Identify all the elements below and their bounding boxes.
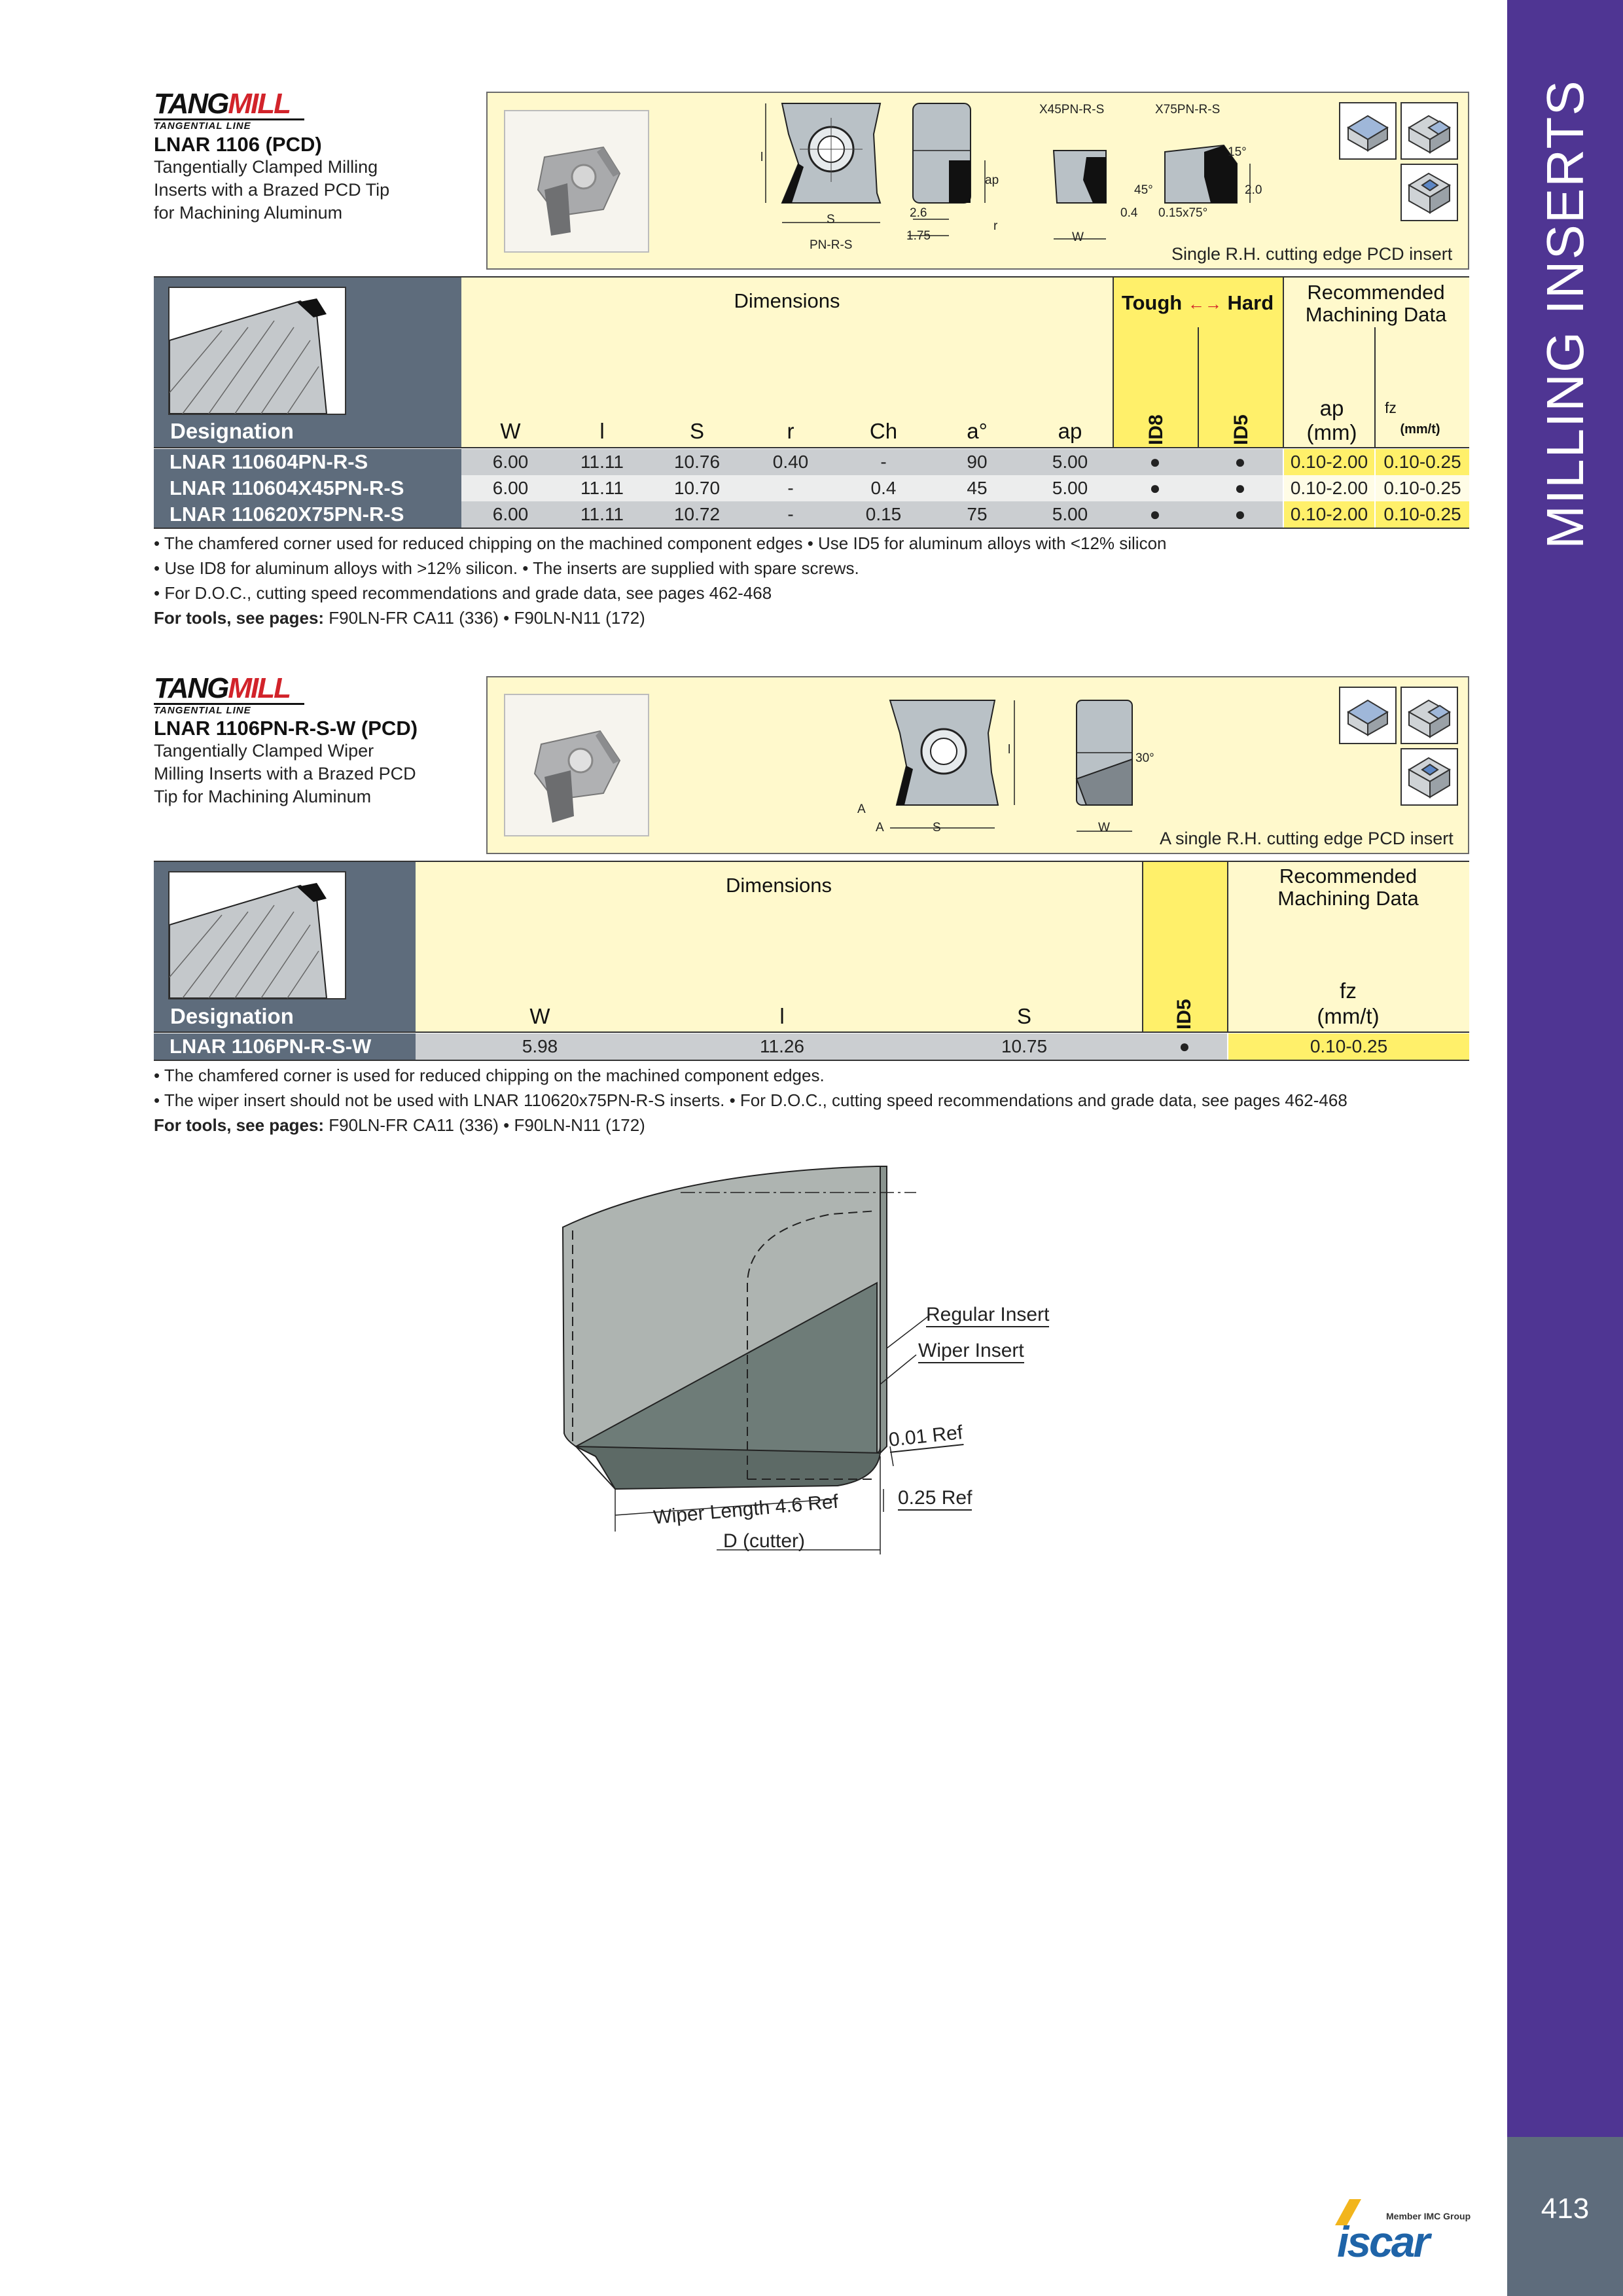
- rec-fz-unit: (mm/t): [1317, 1004, 1380, 1028]
- page-number: 413: [1541, 2193, 1590, 2225]
- col-w: W: [500, 419, 521, 443]
- note-line: • The chamfered corner used for reduced chipping on the machined component edges • Use ID5 for aluminum alloys with <12% silicon: [154, 533, 1167, 553]
- product-description: Tangentially Clamped Wiper Milling Inserts with a Brazed PCD Tip for Machining Aluminum: [154, 741, 416, 806]
- note-line: • Use ID8 for aluminum alloys with >12% silicon. • The inserts are supplied with spare screws.: [154, 558, 859, 578]
- insert-photo: [504, 110, 649, 253]
- label-x75: X75PN-R-S: [1155, 103, 1221, 117]
- dimensions-group-label: Dimensions: [726, 874, 832, 897]
- label-ref-001: 0.01 Ref: [887, 1422, 964, 1453]
- col-ch: Ch: [869, 419, 898, 443]
- product-description: Tangentially Clamped Milling Inserts with a Brazed PCD Tip for Machining Aluminum: [154, 157, 390, 223]
- tangmill-logo: TANGMILL TANGENTIAL LINE: [154, 674, 304, 716]
- operation-icons: [1338, 686, 1463, 814]
- label-d-cutter: D (cutter): [723, 1530, 806, 1552]
- drawing-caption: Single R.H. cutting edge PCD insert: [1171, 244, 1453, 264]
- tools-reference: For tools, see pages: F90LN-FR CA11 (336) • F90LN-N11 (172): [154, 608, 645, 628]
- drawing-caption: A single R.H. cutting edge PCD insert: [1160, 829, 1454, 848]
- label-wiper-length: Wiper Length 4.6 Ref: [652, 1490, 840, 1529]
- tough-hard-label: Tough ←→ Hard: [1121, 291, 1274, 314]
- label-ref-025: 0.25 Ref: [898, 1487, 972, 1511]
- label-x45: X45PN-R-S: [1039, 103, 1105, 117]
- col-l: l: [779, 1004, 785, 1028]
- col-angle: a°: [967, 419, 988, 443]
- designation-header: Designation: [170, 419, 294, 443]
- tools-reference: For tools, see pages: F90LN-FR CA11 (336) • F90LN-N11 (172): [154, 1115, 645, 1135]
- rec-ap-unit: (mm): [1306, 420, 1357, 444]
- recommended-group-label: Recommended Machining Data: [1305, 281, 1447, 326]
- grade-id5: ID5: [1173, 999, 1195, 1030]
- note-line: • The chamfered corner is used for reduced chipping on the machined component edges.: [154, 1066, 825, 1085]
- label-pn-r-s: PN-R-S: [810, 238, 853, 252]
- col-w: W: [529, 1004, 550, 1028]
- note-line: • The wiper insert should not be used with LNAR 110620x75PN-R-S inserts. • For D.O.C., cutting speed recommendations and grade data, see pages 462-468: [154, 1090, 1347, 1110]
- tangmill-logo: TANGMILL TANGENTIAL LINE: [154, 90, 304, 132]
- insert-photo: [504, 694, 649, 836]
- grade-id5: ID5: [1230, 414, 1252, 445]
- note-line: • For D.O.C., cutting speed recommendations and grade data, see pages 462-468: [154, 583, 772, 603]
- wiper-insert-technical-drawing: [851, 694, 1165, 844]
- label-regular-insert: Regular Insert: [926, 1304, 1049, 1327]
- product-title: LNAR 1106PN-R-S-W (PCD): [154, 717, 418, 740]
- designation-header: Designation: [170, 1004, 294, 1028]
- grade-id8: ID8: [1145, 414, 1167, 445]
- label-wiper-insert: Wiper Insert: [918, 1340, 1024, 1363]
- operation-icons: [1338, 101, 1463, 229]
- edge-thumbnail: [168, 287, 346, 415]
- dimensions-group-label: Dimensions: [734, 289, 840, 312]
- section-title-vertical: MILLING INSERTS: [1535, 79, 1594, 549]
- rec-ap-label: ap: [1319, 396, 1344, 420]
- col-s: S: [1016, 1004, 1031, 1028]
- col-ap: ap: [1058, 419, 1082, 443]
- rec-fz-label: fz: [1385, 399, 1397, 416]
- edge-thumbnail: [168, 871, 346, 999]
- rec-fz-unit: (mm/t): [1400, 422, 1440, 437]
- col-s: S: [689, 419, 704, 443]
- recommended-group-label: Recommended Machining Data: [1277, 865, 1419, 910]
- col-l: l: [599, 419, 605, 443]
- insert-technical-drawing: [753, 98, 1263, 262]
- rec-fz-label: fz: [1340, 978, 1357, 1003]
- product-title: LNAR 1106 (PCD): [154, 133, 322, 156]
- col-r: r: [787, 419, 794, 443]
